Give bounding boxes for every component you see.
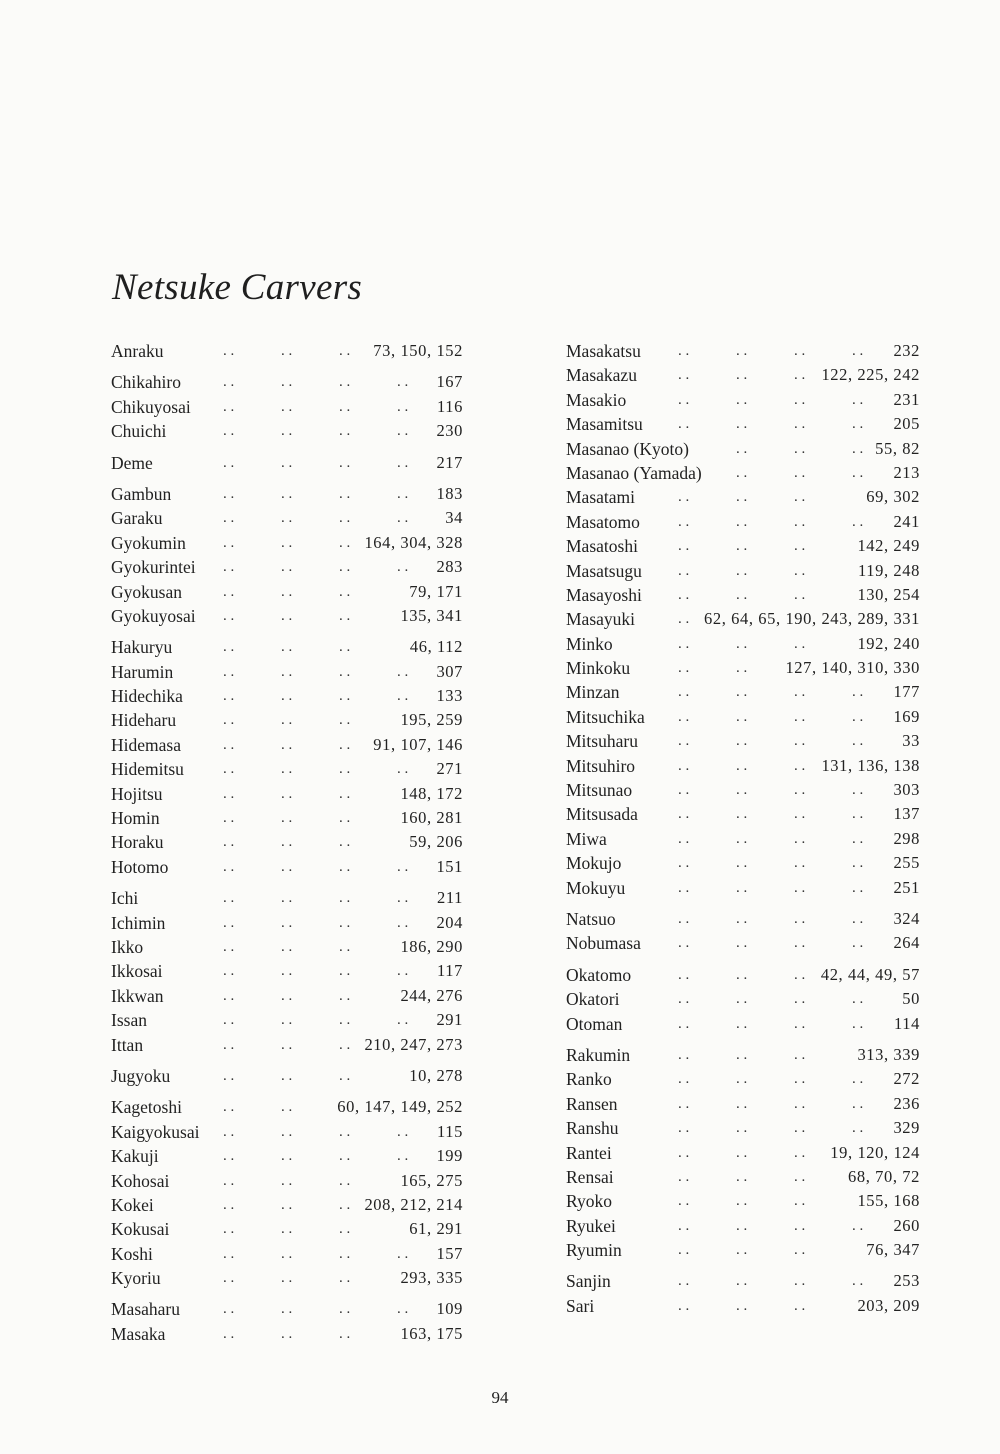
index-entry: . . . . . . . . Masamitsu 205 — [566, 412, 920, 436]
page-references: 177 — [890, 680, 920, 704]
carver-name: Mokujo — [566, 851, 624, 875]
index-entry: . . . . . . . . Hidechika 133 — [111, 684, 463, 708]
index-entry: . . . . . . Ryoko 155, 168 — [566, 1189, 920, 1213]
page-number: 94 — [491, 1388, 509, 1407]
page-references: 204 — [433, 911, 463, 935]
page-references: 109 — [433, 1297, 463, 1321]
index-entry: . . . . . . Masatsugu 119, 248 — [566, 559, 920, 583]
carver-name: Gambun — [111, 482, 174, 506]
index-entry: . . . . . . . . Mitsuharu 33 — [566, 729, 920, 753]
index-entry: . . . . . . Sari 203, 209 — [566, 1294, 920, 1318]
index-entry: . . . . . . . . Mitsuchika 169 — [566, 705, 920, 729]
index-entry: . . . . . . Anraku 73, 150, 152 — [111, 339, 463, 363]
index-entry: . . . . . . . . Otoman 114 — [566, 1012, 920, 1036]
carver-name: Masaka — [111, 1322, 168, 1346]
index-entry: . . . . . . . . Ranshu 329 — [566, 1116, 920, 1140]
page-references: 210, 247, 273 — [361, 1033, 463, 1057]
carver-name: Masatsugu — [566, 559, 645, 583]
index-entry: . . . . . . . . Chikahiro 167 — [111, 370, 463, 394]
index-entry: . . . . . . . . Harumin 307 — [111, 660, 463, 684]
index-entry: . . . . . . . . Issan 291 — [111, 1008, 463, 1032]
index-entry: . . . . . . . . Mokujo 255 — [566, 851, 920, 875]
page-references: 231 — [890, 388, 920, 412]
index-entry: . . . . . . Kokusai 61, 291 — [111, 1217, 463, 1241]
index-column-left — [111, 339, 463, 1346]
index-entry: . . . . . . . . Natsuo 324 — [566, 907, 920, 931]
index-entry: . . . . . . . . Minzan 177 — [566, 680, 920, 704]
page-references: 135, 341 — [397, 604, 463, 628]
page-references: 192, 240 — [854, 632, 920, 656]
carver-name: Issan — [111, 1008, 150, 1032]
page-references: 313, 339 — [854, 1043, 920, 1067]
index-entry: . . . . . . Gyokumin 164, 304, 328 — [111, 531, 463, 555]
carver-name: Hidechika — [111, 684, 186, 708]
page-references: 236 — [890, 1092, 920, 1116]
carver-name: Gyokuyosai — [111, 604, 199, 628]
carver-name: Miwa — [566, 827, 610, 851]
page-references: 303 — [890, 778, 920, 802]
page-references: 232 — [890, 339, 920, 363]
index-entry: . . . . . . . . Masaharu 109 — [111, 1297, 463, 1321]
page-references: 155, 168 — [854, 1189, 920, 1213]
page-references: 203, 209 — [854, 1294, 920, 1318]
page-references: 119, 248 — [855, 559, 920, 583]
index-entry: . . . . . . . . Koshi 157 — [111, 1242, 463, 1266]
index-entry: . . . . . . . . Mokuyu 251 — [566, 876, 920, 900]
page-references: 205 — [890, 412, 920, 436]
carver-name: Kagetoshi — [111, 1095, 185, 1119]
carver-name: Rantei — [566, 1141, 615, 1165]
carver-name: Hidemitsu — [111, 757, 187, 781]
page-references: 133 — [433, 684, 463, 708]
carver-name: Gyokusan — [111, 580, 185, 604]
index-entry: . . . . . . Minko 192, 240 — [566, 632, 920, 656]
page-references: 142, 249 — [854, 534, 920, 558]
page-references: 167 — [433, 370, 463, 394]
page-references: 165, 275 — [397, 1169, 463, 1193]
carver-name: Ichimin — [111, 911, 168, 935]
index-entry: . . . . . . Masanao (Yamada) 213 — [566, 461, 920, 485]
index-entry: . . . . . . Hojitsu 148, 172 — [111, 782, 463, 806]
index-entry: . . . . . . . . Ichimin 204 — [111, 911, 463, 935]
carver-name: Rakumin — [566, 1043, 633, 1067]
index-entry: . . . . . . . . Ranko 272 — [566, 1067, 920, 1091]
carver-name: Masatoshi — [566, 534, 641, 558]
index-entry: . . . . . . Masaka 163, 175 — [111, 1322, 463, 1346]
index-entry: . . . . . . Masatami 69, 302 — [566, 485, 920, 509]
index-entry: . . . . . . . . Ichi 211 — [111, 886, 463, 910]
page-references: 169 — [890, 705, 920, 729]
index-entry: . . . . . . . . Sanjin 253 — [566, 1269, 920, 1293]
index-entry: . . . . . . Okatomo 42, 44, 49, 57 — [566, 963, 920, 987]
page-references: 264 — [890, 931, 920, 955]
carver-name: Masakatsu — [566, 339, 644, 363]
page-references: 271 — [433, 757, 463, 781]
index-entry: . . . . . . . . Ransen 236 — [566, 1092, 920, 1116]
carver-name: Kokusai — [111, 1217, 172, 1241]
index-entry: . . Masayuki 62, 64, 65, 190, 243, 289, 331 — [566, 607, 920, 631]
page-references: 10, 278 — [406, 1064, 463, 1088]
carver-name: Rensai — [566, 1165, 617, 1189]
page-references: 137 — [890, 802, 920, 826]
carver-name: Hojitsu — [111, 782, 166, 806]
carver-name: Jugyoku — [111, 1064, 173, 1088]
page-references: 114 — [891, 1012, 920, 1036]
page-references: 253 — [890, 1269, 920, 1293]
index-entry: . . . . . . Horaku 59, 206 — [111, 830, 463, 854]
carver-name: Masanao (Kyoto) — [566, 437, 692, 461]
carver-name: Kakuji — [111, 1144, 162, 1168]
index-entry: . . . . . . . . Kaigyokusai 115 — [111, 1120, 463, 1144]
carver-name: Deme — [111, 451, 156, 475]
page-references: 50 — [899, 987, 920, 1011]
page-references: 230 — [433, 419, 463, 443]
index-entry: . . . . . . Hideharu 195, 259 — [111, 708, 463, 732]
index-entry: . . . . . . Ittan 210, 247, 273 — [111, 1033, 463, 1057]
page-references: 79, 171 — [406, 580, 463, 604]
index-entry: . . . . . . . . Nobumasa 264 — [566, 931, 920, 955]
carver-name: Mitsunao — [566, 778, 635, 802]
carver-name: Masatomo — [566, 510, 643, 534]
carver-name: Masakazu — [566, 363, 640, 387]
carver-name: Horaku — [111, 830, 166, 854]
page-references: 34 — [442, 506, 463, 530]
carver-name: Mitsusada — [566, 802, 641, 826]
index-entry: . . . . . . Hidemasa 91, 107, 146 — [111, 733, 463, 757]
carver-name: Homin — [111, 806, 163, 830]
carver-name: Koshi — [111, 1242, 156, 1266]
index-entry: . . . . . . . . Ikkosai 117 — [111, 959, 463, 983]
index-entry: . . . . . . . . Gyokurintei 283 — [111, 555, 463, 579]
carver-name: Mitsuchika — [566, 705, 648, 729]
carver-name: Chikahiro — [111, 370, 184, 394]
carver-name: Harumin — [111, 660, 176, 684]
index-entry: . . . . . . . . Masatomo 241 — [566, 510, 920, 534]
carver-name: Hotomo — [111, 855, 171, 879]
carver-name: Okatori — [566, 987, 622, 1011]
page-references: 42, 44, 49, 57 — [818, 963, 920, 987]
index-entry: . . . . . . Rensai 68, 70, 72 — [566, 1165, 920, 1189]
carver-name: Minkoku — [566, 656, 633, 680]
index-entry: . . . . . . . . Miwa 298 — [566, 827, 920, 851]
carver-name: Ranshu — [566, 1116, 622, 1140]
carver-name: Ikkwan — [111, 984, 166, 1008]
carver-name: Masaharu — [111, 1297, 183, 1321]
page-references: 164, 304, 328 — [361, 531, 463, 555]
carver-name: Ittan — [111, 1033, 146, 1057]
page-references: 46, 112 — [407, 635, 463, 659]
page-references: 115 — [434, 1120, 463, 1144]
index-column-right — [566, 339, 920, 1318]
index-entry: . . . . . . Rakumin 313, 339 — [566, 1043, 920, 1067]
carver-name: Ryoko — [566, 1189, 615, 1213]
carver-name: Sanjin — [566, 1269, 614, 1293]
index-entry: . . . . . . . . Masakio 231 — [566, 388, 920, 412]
page-references: 19, 120, 124 — [827, 1141, 920, 1165]
page-references: 59, 206 — [406, 830, 463, 854]
page-references: 117 — [434, 959, 463, 983]
carver-name: Kokei — [111, 1193, 157, 1217]
page-references: 122, 225, 242 — [818, 363, 920, 387]
page-references: 199 — [433, 1144, 463, 1168]
carver-name: Natsuo — [566, 907, 619, 931]
page-references: 283 — [433, 555, 463, 579]
carver-name: Ikko — [111, 935, 146, 959]
carver-name: Ransen — [566, 1092, 621, 1116]
page-references: 293, 335 — [397, 1266, 463, 1290]
carver-name: Masamitsu — [566, 412, 646, 436]
index-entry: . . . . . . Masayoshi 130, 254 — [566, 583, 920, 607]
carver-name: Ikkosai — [111, 959, 166, 983]
index-entry: . . . . . . . . Masakatsu 232 — [566, 339, 920, 363]
carver-name: Masakio — [566, 388, 629, 412]
carver-name: Garaku — [111, 506, 166, 530]
carver-name: Ichi — [111, 886, 141, 910]
index-entry: . . . . . . . . Deme 217 — [111, 451, 463, 475]
page-references: 329 — [890, 1116, 920, 1140]
carver-name: Otoman — [566, 1012, 625, 1036]
page-references: 130, 254 — [854, 583, 920, 607]
carver-name: Ranko — [566, 1067, 615, 1091]
carver-name: Sari — [566, 1294, 597, 1318]
carver-name: Masatami — [566, 485, 638, 509]
page-references: 272 — [890, 1067, 920, 1091]
page-references: 33 — [899, 729, 920, 753]
carver-name: Ryumin — [566, 1238, 625, 1262]
page-references: 163, 175 — [397, 1322, 463, 1346]
page-references: 60, 147, 149, 252 — [334, 1095, 463, 1119]
carver-name: Hakuryu — [111, 635, 175, 659]
carver-name: Masayuki — [566, 607, 638, 631]
index-entry: . . . . . . . . Kakuji 199 — [111, 1144, 463, 1168]
page-references: 217 — [433, 451, 463, 475]
page-references: 76, 347 — [863, 1238, 920, 1262]
page-references: 62, 64, 65, 190, 243, 289, 331 — [701, 607, 920, 631]
page-references: 61, 291 — [406, 1217, 463, 1241]
page-references: 260 — [890, 1214, 920, 1238]
page-references: 55, 82 — [872, 437, 920, 461]
index-entry: . . . . . . Kohosai 165, 275 — [111, 1169, 463, 1193]
page-references: 69, 302 — [863, 485, 920, 509]
index-entry: . . . . . . Kyoriu 293, 335 — [111, 1266, 463, 1290]
carver-name: Gyokumin — [111, 531, 189, 555]
index-entry: . . . . . . Jugyoku 10, 278 — [111, 1064, 463, 1088]
carver-name: Hidemasa — [111, 733, 184, 757]
index-entry: . . . . . . Masatoshi 142, 249 — [566, 534, 920, 558]
page-references: 324 — [890, 907, 920, 931]
carver-name: Minko — [566, 632, 616, 656]
index-entry: . . . . . . . . Garaku 34 — [111, 506, 463, 530]
index-entry: . . . . . . Rantei 19, 120, 124 — [566, 1141, 920, 1165]
page-references: 151 — [433, 855, 463, 879]
carver-name: Kyoriu — [111, 1266, 164, 1290]
page-references: 298 — [890, 827, 920, 851]
page-references: 160, 281 — [397, 806, 463, 830]
index-entry: . . . . Kagetoshi 60, 147, 149, 252 — [111, 1095, 463, 1119]
carver-name: Kohosai — [111, 1169, 172, 1193]
index-entry: . . . . . . Hakuryu 46, 112 — [111, 635, 463, 659]
carver-name: Chuichi — [111, 419, 169, 443]
page-references: 127, 140, 310, 330 — [782, 656, 920, 680]
page-references: 116 — [434, 395, 463, 419]
page-references: 148, 172 — [397, 782, 463, 806]
index-entry: . . . . Minkoku 127, 140, 310, 330 — [566, 656, 920, 680]
page-references: 255 — [890, 851, 920, 875]
page-references: 291 — [433, 1008, 463, 1032]
index-entry: . . . . . . Masanao (Kyoto) 55, 82 — [566, 437, 920, 461]
page-references: 91, 107, 146 — [370, 733, 463, 757]
page-references: 244, 276 — [397, 984, 463, 1008]
index-entry: . . . . . . Ryumin 76, 347 — [566, 1238, 920, 1262]
carver-name: Mokuyu — [566, 876, 628, 900]
carver-name: Mitsuhiro — [566, 754, 638, 778]
index-entry: . . . . . . . . Mitsusada 137 — [566, 802, 920, 826]
index-entry: . . . . . . Mitsuhiro 131, 136, 138 — [566, 754, 920, 778]
carver-name: Masanao (Yamada) — [566, 461, 705, 485]
carver-name: Minzan — [566, 680, 622, 704]
index-entry: . . . . . . Homin 160, 281 — [111, 806, 463, 830]
index-entry: . . . . . . Kokei 208, 212, 214 — [111, 1193, 463, 1217]
carver-name: Masayoshi — [566, 583, 645, 607]
page-references: 186, 290 — [397, 935, 463, 959]
index-entry: . . . . . . Ikkwan 244, 276 — [111, 984, 463, 1008]
page-references: 73, 150, 152 — [370, 339, 463, 363]
page-references: 131, 136, 138 — [818, 754, 920, 778]
carver-name: Nobumasa — [566, 931, 644, 955]
carver-name: Mitsuharu — [566, 729, 641, 753]
index-entry: . . . . . . Ikko 186, 290 — [111, 935, 463, 959]
carver-name: Hideharu — [111, 708, 179, 732]
page-references: 157 — [433, 1242, 463, 1266]
page-references: 183 — [433, 482, 463, 506]
index-entry: . . . . . . Gyokusan 79, 171 — [111, 580, 463, 604]
index-entry: . . . . . . Masakazu 122, 225, 242 — [566, 363, 920, 387]
index-entry: . . . . . . . . Gambun 183 — [111, 482, 463, 506]
index-entry: . . . . . . . . Hotomo 151 — [111, 855, 463, 879]
carver-name: Kaigyokusai — [111, 1120, 202, 1144]
index-entry: . . . . . . . . Ryukei 260 — [566, 1214, 920, 1238]
page-references: 241 — [890, 510, 920, 534]
page-references: 195, 259 — [397, 708, 463, 732]
index-entry: . . . . . . . . Hidemitsu 271 — [111, 757, 463, 781]
page-references: 251 — [890, 876, 920, 900]
carver-name: Gyokurintei — [111, 555, 199, 579]
index-entry: . . . . . . . . Mitsunao 303 — [566, 778, 920, 802]
page-references: 68, 70, 72 — [845, 1165, 920, 1189]
carver-name: Okatomo — [566, 963, 634, 987]
index-entry: . . . . . . . . Okatori 50 — [566, 987, 920, 1011]
index-entry: . . . . . . . . Chikuyosai 116 — [111, 395, 463, 419]
index-entry: . . . . . . . . Chuichi 230 — [111, 419, 463, 443]
carver-name: Ryukei — [566, 1214, 619, 1238]
page-references: 213 — [890, 461, 920, 485]
page-references: 307 — [433, 660, 463, 684]
index-entry: . . . . . . Gyokuyosai 135, 341 — [111, 604, 463, 628]
page-references: 208, 212, 214 — [361, 1193, 463, 1217]
page-title: Netsuke Carvers — [112, 267, 363, 308]
page-references: 211 — [434, 886, 463, 910]
carver-name: Anraku — [111, 339, 166, 363]
carver-name: Chikuyosai — [111, 395, 194, 419]
